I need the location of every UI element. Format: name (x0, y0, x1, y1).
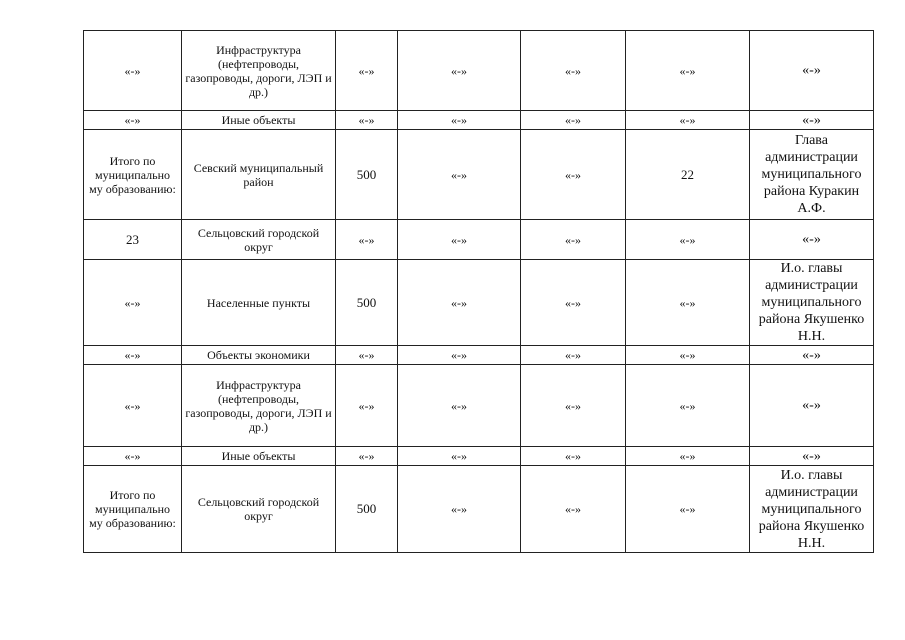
table-cell: Итого по муниципально му образованию: (84, 130, 182, 220)
table-cell: «-» (750, 365, 874, 447)
table-row (84, 466, 874, 553)
table-cell: Иные объекты (182, 111, 336, 130)
table-row (84, 260, 874, 346)
table-cell: «-» (398, 346, 521, 365)
table-cell: «-» (521, 447, 626, 466)
table-cell: «-» (626, 111, 750, 130)
table-cell: «-» (84, 346, 182, 365)
table-cell: «-» (521, 260, 626, 346)
table-cell: «-» (84, 365, 182, 447)
table-cell: И.о. главы администрации муниципального района Якушенко Н.Н. (750, 466, 874, 553)
table-cell: 500 (336, 130, 398, 220)
table-cell: «-» (626, 31, 750, 111)
table-cell: Объекты экономики (182, 346, 336, 365)
table-cell: 500 (336, 260, 398, 346)
table-cell: «-» (521, 130, 626, 220)
table-cell: «-» (398, 466, 521, 553)
table-cell: «-» (84, 447, 182, 466)
table-cell: «-» (398, 447, 521, 466)
table-cell: Глава администрации муниципального района Куракин А.Ф. (750, 130, 874, 220)
table-cell: 500 (336, 466, 398, 553)
table-cell: И.о. главы администрации муниципального района Якушенко Н.Н. (750, 260, 874, 346)
table-cell: «-» (626, 447, 750, 466)
table-row (84, 130, 874, 220)
table-cell: «-» (521, 220, 626, 260)
table-cell: «-» (398, 31, 521, 111)
table-cell: Иные объекты (182, 447, 336, 466)
table-cell: «-» (398, 130, 521, 220)
table-cell: «-» (336, 111, 398, 130)
table-cell: «-» (750, 31, 874, 111)
table-row (84, 365, 874, 447)
table-cell: «-» (750, 220, 874, 260)
table-row (84, 111, 874, 130)
table-row (84, 31, 874, 111)
table-cell: «-» (336, 365, 398, 447)
table-cell: «-» (336, 220, 398, 260)
table-cell: «-» (521, 346, 626, 365)
table-cell: «-» (521, 466, 626, 553)
table-cell: Населенные пункты (182, 260, 336, 346)
table-cell: «-» (398, 220, 521, 260)
table-cell: 22 (626, 130, 750, 220)
table-cell: Сельцовский городской округ (182, 220, 336, 260)
table-cell: «-» (626, 466, 750, 553)
table-cell: «-» (521, 31, 626, 111)
table-cell: «-» (84, 260, 182, 346)
table-row (84, 447, 874, 466)
table-cell: «-» (521, 111, 626, 130)
table-cell: «-» (84, 31, 182, 111)
table-cell: «-» (750, 111, 874, 130)
table-cell: Инфраструктура (нефтепроводы, газопроводы, дороги, ЛЭП и др.) (182, 31, 336, 111)
table-cell: «-» (626, 260, 750, 346)
table-cell: «-» (336, 346, 398, 365)
table-cell: «-» (84, 111, 182, 130)
table-cell: Инфраструктура (нефтепроводы, газопроводы, дороги, ЛЭП и др.) (182, 365, 336, 447)
table-cell: «-» (398, 365, 521, 447)
table-cell: «-» (521, 365, 626, 447)
table-cell: «-» (750, 447, 874, 466)
table-row (84, 220, 874, 260)
table-cell: «-» (626, 346, 750, 365)
table-cell: «-» (336, 31, 398, 111)
table-cell: 23 (84, 220, 182, 260)
table-cell: «-» (398, 111, 521, 130)
table-cell: «-» (398, 260, 521, 346)
table-cell: Итого по муниципально му образованию: (84, 466, 182, 553)
table-cell: Севский муниципальный район (182, 130, 336, 220)
table-cell: «-» (626, 220, 750, 260)
table-cell: «-» (626, 365, 750, 447)
table-row (84, 346, 874, 365)
table-cell: «-» (336, 447, 398, 466)
table-cell: «-» (750, 346, 874, 365)
document-table (83, 30, 874, 553)
table-cell: Сельцовский городской округ (182, 466, 336, 553)
